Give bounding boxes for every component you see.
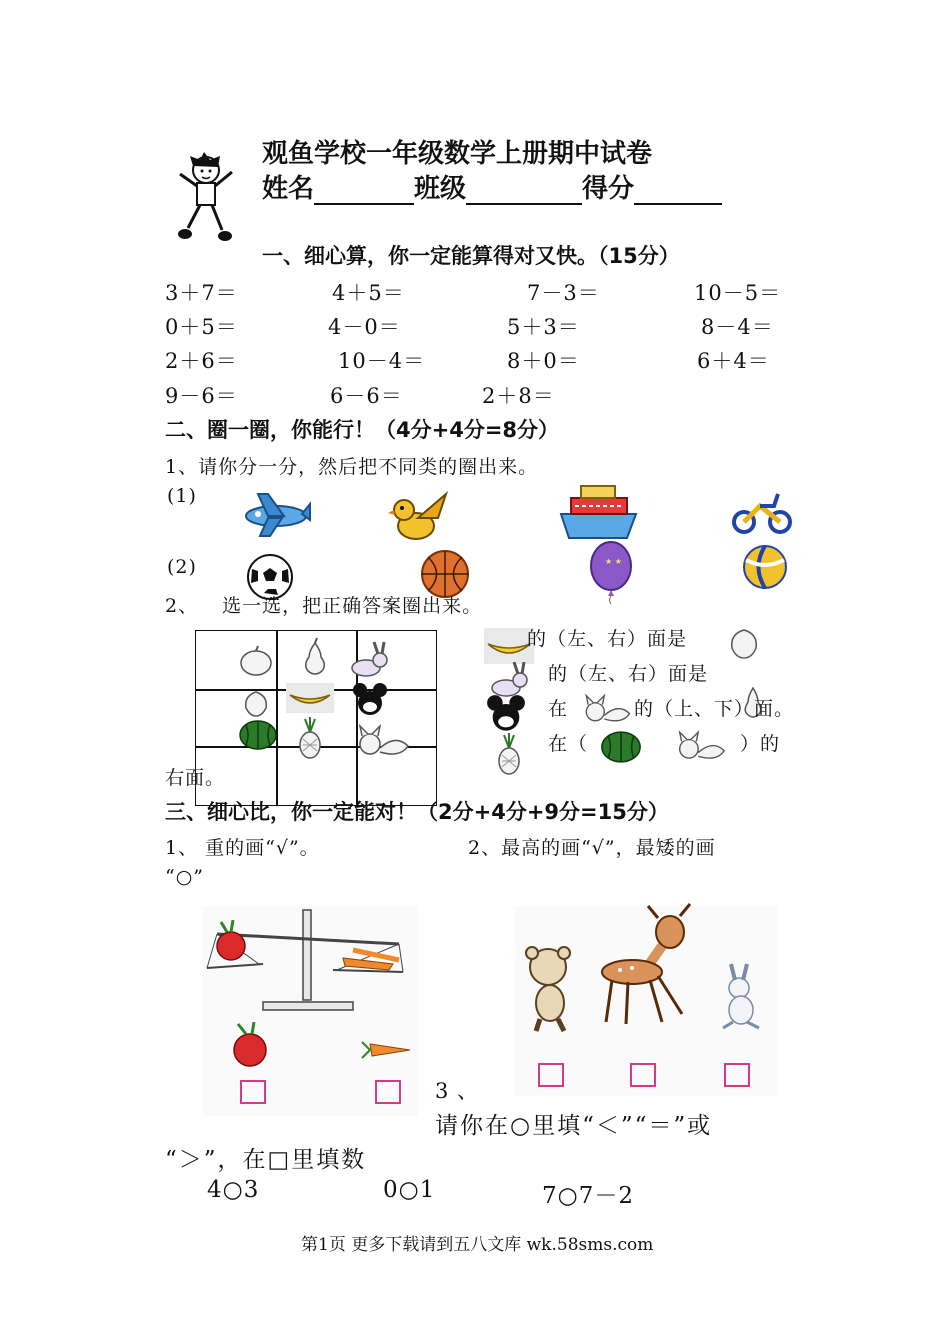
sentence-4a: 在（ bbox=[548, 733, 589, 755]
cartoon-kid-icon bbox=[170, 150, 242, 245]
equation: 10－5＝ bbox=[694, 281, 782, 305]
equation: 5＋3＝ bbox=[507, 315, 580, 339]
fox-icon bbox=[676, 728, 726, 766]
equation: 0＋5＝ bbox=[165, 315, 238, 339]
section2-heading: 二、圈一圈，你能行！（4分+4分=8分） bbox=[165, 418, 560, 442]
equation: 6＋4＝ bbox=[697, 349, 770, 373]
equation: 7－3＝ bbox=[527, 281, 600, 305]
carrot-icon bbox=[360, 1036, 412, 1060]
motorcycle-icon bbox=[730, 484, 794, 536]
watermelon-icon bbox=[238, 719, 278, 751]
svg-text:★ ★: ★ ★ bbox=[605, 557, 622, 566]
section3-heading: 三、细心比，你一定能对！（2分+4分+9分=15分） bbox=[165, 800, 669, 824]
sentence-3a: 在 bbox=[548, 698, 569, 720]
score-blank bbox=[634, 177, 722, 205]
comparison: 0○1 bbox=[383, 1177, 436, 1203]
question-3-3: 请你在○里填“＜”“＝”或 bbox=[435, 1113, 713, 1139]
volleyball-icon bbox=[742, 544, 788, 590]
class-label: 班级 bbox=[414, 174, 467, 204]
equation: 10－4＝ bbox=[338, 349, 426, 373]
student-info-line bbox=[262, 168, 722, 205]
mickey-icon bbox=[486, 694, 526, 734]
sentence-3b: 的（上、下）面。 bbox=[634, 698, 795, 720]
apple-icon bbox=[238, 645, 274, 677]
row-label-2: (2) bbox=[167, 556, 197, 578]
answer-box[interactable] bbox=[724, 1063, 750, 1087]
page-footer: 第1页 更多下载请到五八文库 wk.58sms.com bbox=[301, 1235, 654, 1255]
grid-line bbox=[276, 631, 278, 805]
section1-heading: 一、细心算，你一定能算得对又快。（15分） bbox=[262, 244, 680, 268]
answer-box[interactable] bbox=[538, 1063, 564, 1087]
balloon-icon bbox=[588, 540, 634, 604]
pear-icon bbox=[300, 637, 330, 677]
mickey-icon bbox=[352, 682, 388, 718]
ship-icon bbox=[557, 480, 640, 542]
bird-icon bbox=[388, 488, 450, 548]
balance-scale-icon bbox=[203, 906, 418, 1016]
score-label: 得分 bbox=[582, 174, 635, 204]
page-title: 观鱼学校一年级数学上册期中试卷 bbox=[262, 139, 653, 169]
sentence-1: 的（左、右）面是 bbox=[527, 628, 688, 650]
sentence-4b: ）的 bbox=[740, 733, 781, 755]
peach-icon bbox=[726, 624, 762, 660]
equation: 8＋0＝ bbox=[507, 349, 580, 373]
equation: 4－0＝ bbox=[328, 315, 401, 339]
bear-icon bbox=[520, 945, 584, 1035]
question-3-2-cont: “○” bbox=[165, 866, 205, 888]
banana-icon bbox=[286, 683, 334, 713]
pineapple-icon bbox=[494, 730, 524, 778]
peach-icon bbox=[240, 686, 272, 718]
sentence-4-wrap: 右面。 bbox=[165, 767, 226, 789]
equation: 4＋5＝ bbox=[332, 281, 405, 305]
fox-icon bbox=[582, 692, 632, 728]
question-3-2: 2、最高的画“√”，最矮的画 bbox=[468, 837, 716, 859]
equation: 6－6＝ bbox=[330, 384, 403, 408]
name-blank bbox=[314, 177, 414, 205]
equation: 2＋8＝ bbox=[482, 384, 555, 408]
pineapple-icon bbox=[295, 717, 325, 759]
question-2-2-text: 选一选，把正确答案圈出来。 bbox=[222, 595, 483, 617]
answer-box[interactable] bbox=[240, 1080, 266, 1104]
deer-icon bbox=[598, 902, 698, 1028]
class-blank bbox=[466, 177, 582, 205]
equation: 8－4＝ bbox=[701, 315, 774, 339]
airplane-icon bbox=[238, 486, 312, 541]
name-label: 姓名 bbox=[262, 174, 315, 204]
comparison: 7○7－2 bbox=[542, 1183, 634, 1209]
rabbit-icon bbox=[486, 662, 530, 698]
fox-icon bbox=[356, 722, 410, 762]
radish-icon bbox=[228, 1022, 274, 1070]
sentence-2: 的（左、右）面是 bbox=[548, 663, 709, 685]
answer-box[interactable] bbox=[630, 1063, 656, 1087]
question-2-2-number: 2、 bbox=[165, 595, 199, 617]
question-3-3-number: 3 、 bbox=[435, 1079, 480, 1103]
question-2-1: 1、请你分一分，然后把不同类的圈出来。 bbox=[165, 456, 539, 478]
equation: 2＋6＝ bbox=[165, 349, 238, 373]
question-3-1: 1、 重的画“√”。 bbox=[165, 837, 320, 859]
equation: 3＋7＝ bbox=[165, 281, 238, 305]
question-2-2 bbox=[165, 591, 482, 618]
equation: 9－6＝ bbox=[165, 384, 238, 408]
question-3-3-cont: “＞”，在□里填数 bbox=[165, 1147, 367, 1173]
row-label-1: (1) bbox=[167, 485, 197, 507]
rabbit-icon bbox=[713, 962, 769, 1032]
comparison: 4○3 bbox=[207, 1177, 260, 1203]
rabbit-icon bbox=[346, 640, 390, 678]
watermelon-icon bbox=[598, 730, 644, 764]
answer-box[interactable] bbox=[375, 1080, 401, 1104]
